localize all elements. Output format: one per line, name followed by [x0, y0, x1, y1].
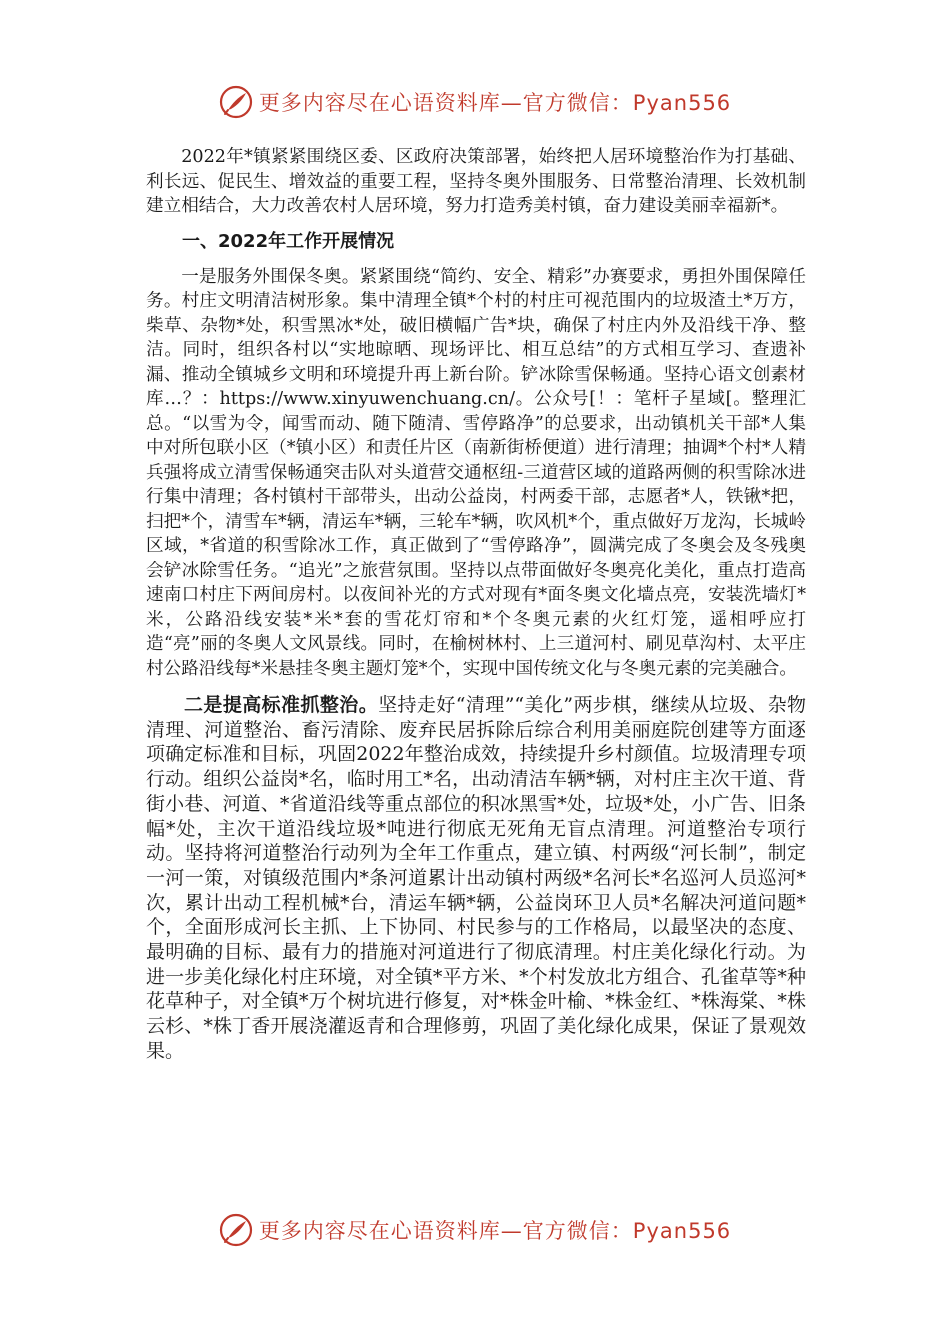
paragraph-lead: 二是提高标准抓整治。: [184, 694, 379, 716]
feather-pen-icon: [219, 1213, 253, 1247]
paragraph-standards: [146, 693, 806, 1064]
intro-paragraph: 2022年*镇紧紧围绕区委、区政府决策部署，始终把人居环境整治作为打基础、利长远、促民生、增效益的重要工程，坚持冬奥外围服务、日常整治清理、长效机制建立相结合，大力改善农村人居环境，努力打造秀美村镇，奋力建设美丽幸福新*。: [146, 147, 806, 216]
footer-banner: [0, 1208, 950, 1252]
banner-text: 更多内容尽在心语资料库—官方微信：Pyan556: [258, 91, 732, 115]
document-body: [146, 145, 806, 1064]
feather-pen-icon: [219, 85, 253, 119]
header-banner: [0, 80, 950, 124]
section-heading: 一、2022年工作开展情况: [182, 230, 395, 252]
paragraph-standards-body: 坚持走好“清理”“美化”两步棋，继续从垃圾、杂物清理、河道整治、畜污清除、废弃民居拆除后综合利用美丽庭院创建等方面逐项确定标准和目标，巩固2022年整治成效，持续提升乡村颜值。垃圾清理专项行动。组织公益岗*名，临时用工*名，出动清洁车辆*辆，对村庄主次干道、背街小巷、河道、*省道沿线等重点部位的积冰黑雪*处，垃圾*处，小广告、旧条幅*处，主次干道沿线垃圾*吨进行彻底无死角无盲点清理。河道整治专项行动。坚持将河道整治行动列为全年工作重点，建立镇、村两级“河长制”，制定一河一策，对镇级范围内*条河道累计出动镇村两级*名河长*名巡河人员巡河*次，累计出动工程机械*台，清运车辆*辆，公益岗环卫人员*名解决河道问题*个，全面形成河长主抓、上下协同、村民参与的工作格局，以最坚决的态度、最明确的目标、最有力的措施对河道进行了彻底清理。村庄美化绿化行动。为进一步美化绿化村庄环境，对全镇*平方米、*个村发放北方组合、孔雀草等*种花草种子，对全镇*万个树坑进行修复，对*株金叶榆、*株金红、*株海棠、*株云杉、*株丁香开展浇灌返青和合理修剪，巩固了美化绿化成果，保证了景观效果。: [146, 694, 806, 1062]
banner-text-footer: 更多内容尽在心语资料库—官方微信：Pyan556: [258, 1219, 732, 1243]
paragraph-winter-olympics: 一是服务外围保冬奥。紧紧围绕“简约、安全、精彩”办赛要求，勇担外围保障任务。村庄文明清洁树形象。集中清理全镇*个村的村庄可视范围内的垃圾渣土*万方，柴草、杂物*处，积雪黑冰*处，破旧横幅广告*块，确保了村庄内外及沿线干净、整洁。同时，组织各村以“实地晾晒、现场评比、相互总结”的方式相互学习、查遗补漏、推动全镇城乡文明和环境提升再上新台阶。铲冰除雪保畅通。坚持心语文创素材库…？：https://www.xinyuwenchuang.cn/。公众号[！：笔杆子星域[。整理汇总。“以雪为令，闻雪而动、随下随清、雪停路净”的总要求，出动镇机关干部*人集中对所包联小区（*镇小区）和责任片区（南新街桥便道）进行清理；抽调*个村*人精兵强将成立清雪保畅通突击队对头道营交通枢纽-三道营区域的道路两侧的积雪除冰进行集中清理；各村镇村干部带头，出动公益岗，村两委干部，志愿者*人，铁锹*把，扫把*个，清雪车*辆，清运车*辆，三轮车*辆，吹风机*个，重点做好万龙沟，长城岭区域，*省道的积雪除冰工作，真正做到了“雪停路净”，圆满完成了冬奥会及冬残奥会铲冰除雪任务。“追光”之旅营氛围。坚持以点带面做好冬奥亮化美化，重点打造高速南口村庄下两间房村。以夜间补光的方式对现有*面冬奥文化墙点亮，安装洗墙灯*米，公路沿线安装*米*套的雪花灯帘和*个冬奥元素的火红灯笼，遥相呼应打造“亮”丽的冬奥人文风景线。同时，在榆树林村、上三道河村、刷见草沟村、太平庄村公路沿线每*米悬挂冬奥主题灯笼*个，实现中国传统文化与冬奥元素的完美融合。: [146, 266, 806, 679]
